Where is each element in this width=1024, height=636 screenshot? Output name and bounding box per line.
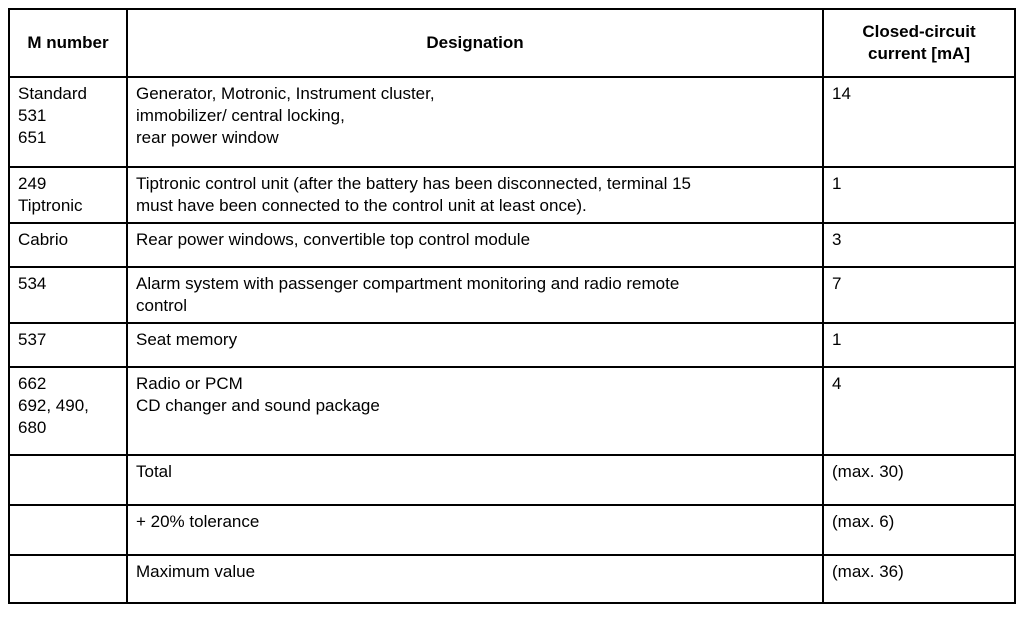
designation-cell [127, 167, 823, 223]
table-row [9, 367, 1015, 455]
header-m-number-label: M number [27, 33, 109, 52]
m-number-cell-text: 531 [18, 106, 47, 125]
m-number-cell [9, 505, 127, 555]
m-number-cell-text: 692, 490, [18, 396, 89, 415]
current-value: 1 [832, 174, 842, 193]
header-current-label-line1: Closed-circuit [862, 22, 976, 41]
designation-cell-text: Maximum value [136, 562, 256, 581]
designation-cell-text: immobilizer/ central locking, [136, 106, 345, 125]
header-designation [127, 9, 823, 77]
m-number-cell [9, 223, 127, 267]
m-number-cell-text: 662 [18, 374, 47, 393]
table-row [9, 555, 1015, 603]
m-number-cell-text: 651 [18, 128, 47, 147]
current-value: 7 [832, 274, 842, 293]
designation-cell-text: + 20% tolerance [136, 512, 260, 531]
current-cell [823, 367, 1015, 455]
m-number-cell-text: 534 [18, 274, 47, 293]
m-number-cell [9, 167, 127, 223]
designation-cell-text: Seat memory [136, 330, 238, 349]
m-number-cell [9, 555, 127, 603]
current-cell [823, 455, 1015, 505]
designation-cell [127, 505, 823, 555]
table-row [9, 455, 1015, 505]
designation-cell-text: Tiptronic control unit (after the battery has been disconnected, terminal 15 [136, 174, 692, 193]
designation-cell-text: Generator, Motronic, Instrument cluster, [136, 84, 435, 103]
current-value: 1 [832, 330, 842, 349]
designation-cell-text: rear power window [136, 128, 279, 147]
m-number-cell-text: 680 [18, 418, 47, 437]
current-value: 14 [832, 84, 851, 103]
current-cell [823, 167, 1015, 223]
m-number-cell-text: Cabrio [18, 230, 69, 249]
header-m-number [9, 9, 127, 77]
table-row [9, 323, 1015, 367]
designation-cell [127, 555, 823, 603]
current-cell [823, 223, 1015, 267]
table-row [9, 505, 1015, 555]
m-number-cell [9, 323, 127, 367]
current-value: (max. 6) [832, 512, 895, 531]
m-number-cell-text: 537 [18, 330, 47, 349]
table-body [9, 77, 1015, 603]
table-row [9, 223, 1015, 267]
current-value: (max. 36) [832, 562, 904, 581]
current-cell [823, 555, 1015, 603]
designation-cell-text: Radio or PCM [136, 374, 243, 393]
current-value: 3 [832, 230, 842, 249]
designation-cell [127, 455, 823, 505]
header-designation-label: Designation [426, 33, 524, 52]
designation-cell [127, 223, 823, 267]
designation-cell-text: must have been connected to the control unit at least once). [136, 196, 587, 215]
current-cell [823, 323, 1015, 367]
header-closed-circuit-current [823, 9, 1015, 77]
table-header-row [9, 9, 1015, 77]
current-value: (max. 30) [832, 462, 904, 481]
current-cell [823, 267, 1015, 323]
closed-circuit-current-table [8, 8, 1016, 604]
m-number-cell [9, 77, 127, 167]
table-row [9, 167, 1015, 223]
designation-cell-text: Total [136, 462, 172, 481]
current-value: 4 [832, 374, 842, 393]
m-number-cell [9, 367, 127, 455]
designation-cell-text: Rear power windows, convertible top control module [136, 230, 531, 249]
current-cell [823, 77, 1015, 167]
table-row [9, 77, 1015, 167]
designation-cell [127, 367, 823, 455]
designation-cell-text: control [136, 296, 188, 315]
m-number-cell-text: Standard [18, 84, 87, 103]
m-number-cell [9, 267, 127, 323]
designation-cell [127, 77, 823, 167]
current-cell [823, 505, 1015, 555]
designation-cell [127, 323, 823, 367]
designation-cell [127, 267, 823, 323]
m-number-cell [9, 455, 127, 505]
m-number-cell-text: 249 [18, 174, 47, 193]
m-number-cell-text: Tiptronic [18, 196, 83, 215]
table-row [9, 267, 1015, 323]
designation-cell-text: CD changer and sound package [136, 396, 380, 415]
header-current-label-line2: current [mA] [867, 44, 970, 63]
designation-cell-text: Alarm system with passenger compartment monitoring and radio remote [136, 274, 680, 293]
